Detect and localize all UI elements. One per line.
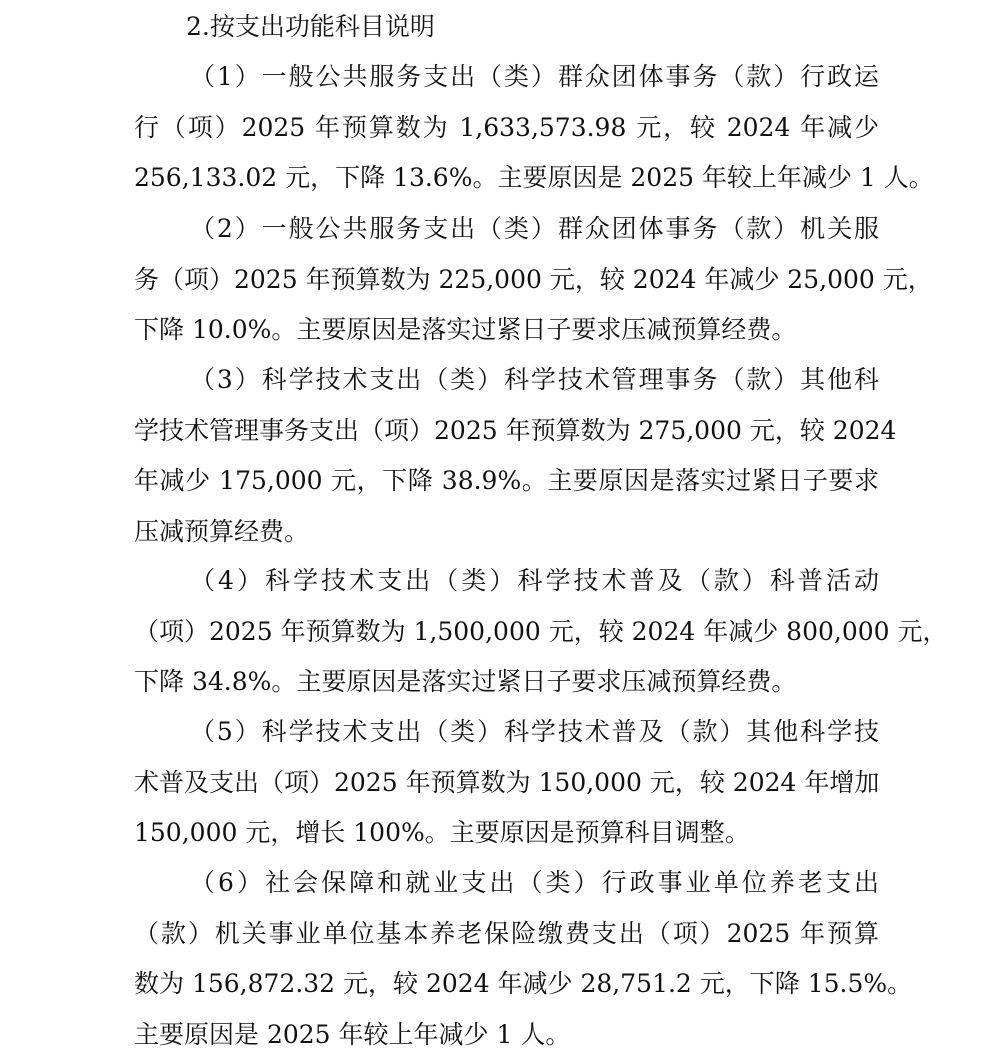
paragraph-line: 务（项）2025 年预算数为 225,000 元，较 2024 年减少 25,000 元，	[134, 255, 879, 306]
paragraph-line: 150,000 元，增长 100%。主要原因是预算科目调整。	[134, 808, 879, 859]
paragraph-line: 压减预算经费。	[134, 507, 879, 558]
paragraph-line: （4）科学技术支出（类）科学技术普及（款）科普活动	[134, 556, 879, 607]
paragraph-line: （款）机关事业单位基本养老保险缴费支出（项）2025 年预算	[134, 909, 879, 960]
paragraph-line: （3）科学技术支出（类）科学技术管理事务（款）其他科	[134, 355, 879, 406]
paragraph-line: 下降 34.8%。主要原因是落实过紧日子要求压减预算经费。	[134, 657, 879, 708]
paragraph-item-1	[134, 52, 879, 204]
paragraph-line: 数为 156,872.32 元，较 2024 年减少 28,751.2 元，下降 15.5%。	[134, 959, 879, 1010]
paragraph-item-2	[134, 204, 879, 356]
paragraph-line: 学技术管理事务支出（项）2025 年预算数为 275,000 元，较 2024	[134, 406, 879, 457]
paragraph-line: 行（项）2025 年预算数为 1,633,573.98 元，较 2024 年减少	[134, 103, 879, 154]
paragraph-line: （5）科学技术支出（类）科学技术普及（款）其他科学技	[134, 707, 879, 758]
section-heading: 2.按支出功能科目说明	[186, 8, 435, 46]
paragraph-line: （6）社会保障和就业支出（类）行政事业单位养老支出	[134, 858, 879, 909]
paragraph-line: （2）一般公共服务支出（类）群众团体事务（款）机关服	[134, 204, 879, 255]
paragraph-line: 年减少 175,000 元，下降 38.9%。主要原因是落实过紧日子要求	[134, 456, 879, 507]
paragraph-line: 下降 10.0%。主要原因是落实过紧日子要求压减预算经费。	[134, 305, 879, 356]
paragraph-line: 术普及支出（项）2025 年预算数为 150,000 元，较 2024 年增加	[134, 758, 879, 809]
paragraph-line: （项）2025 年预算数为 1,500,000 元，较 2024 年减少 800,000 元，	[134, 607, 879, 658]
paragraph-item-6	[134, 858, 879, 1060]
paragraph-item-4	[134, 556, 879, 708]
paragraph-item-5	[134, 707, 879, 859]
paragraph-line: （1）一般公共服务支出（类）群众团体事务（款）行政运	[134, 52, 879, 103]
paragraph-line: 主要原因是 2025 年较上年减少 1 人。	[134, 1010, 879, 1060]
paragraph-line: 256,133.02 元，下降 13.6%。主要原因是 2025 年较上年减少 1 人。	[134, 153, 879, 204]
paragraph-item-3	[134, 355, 879, 557]
